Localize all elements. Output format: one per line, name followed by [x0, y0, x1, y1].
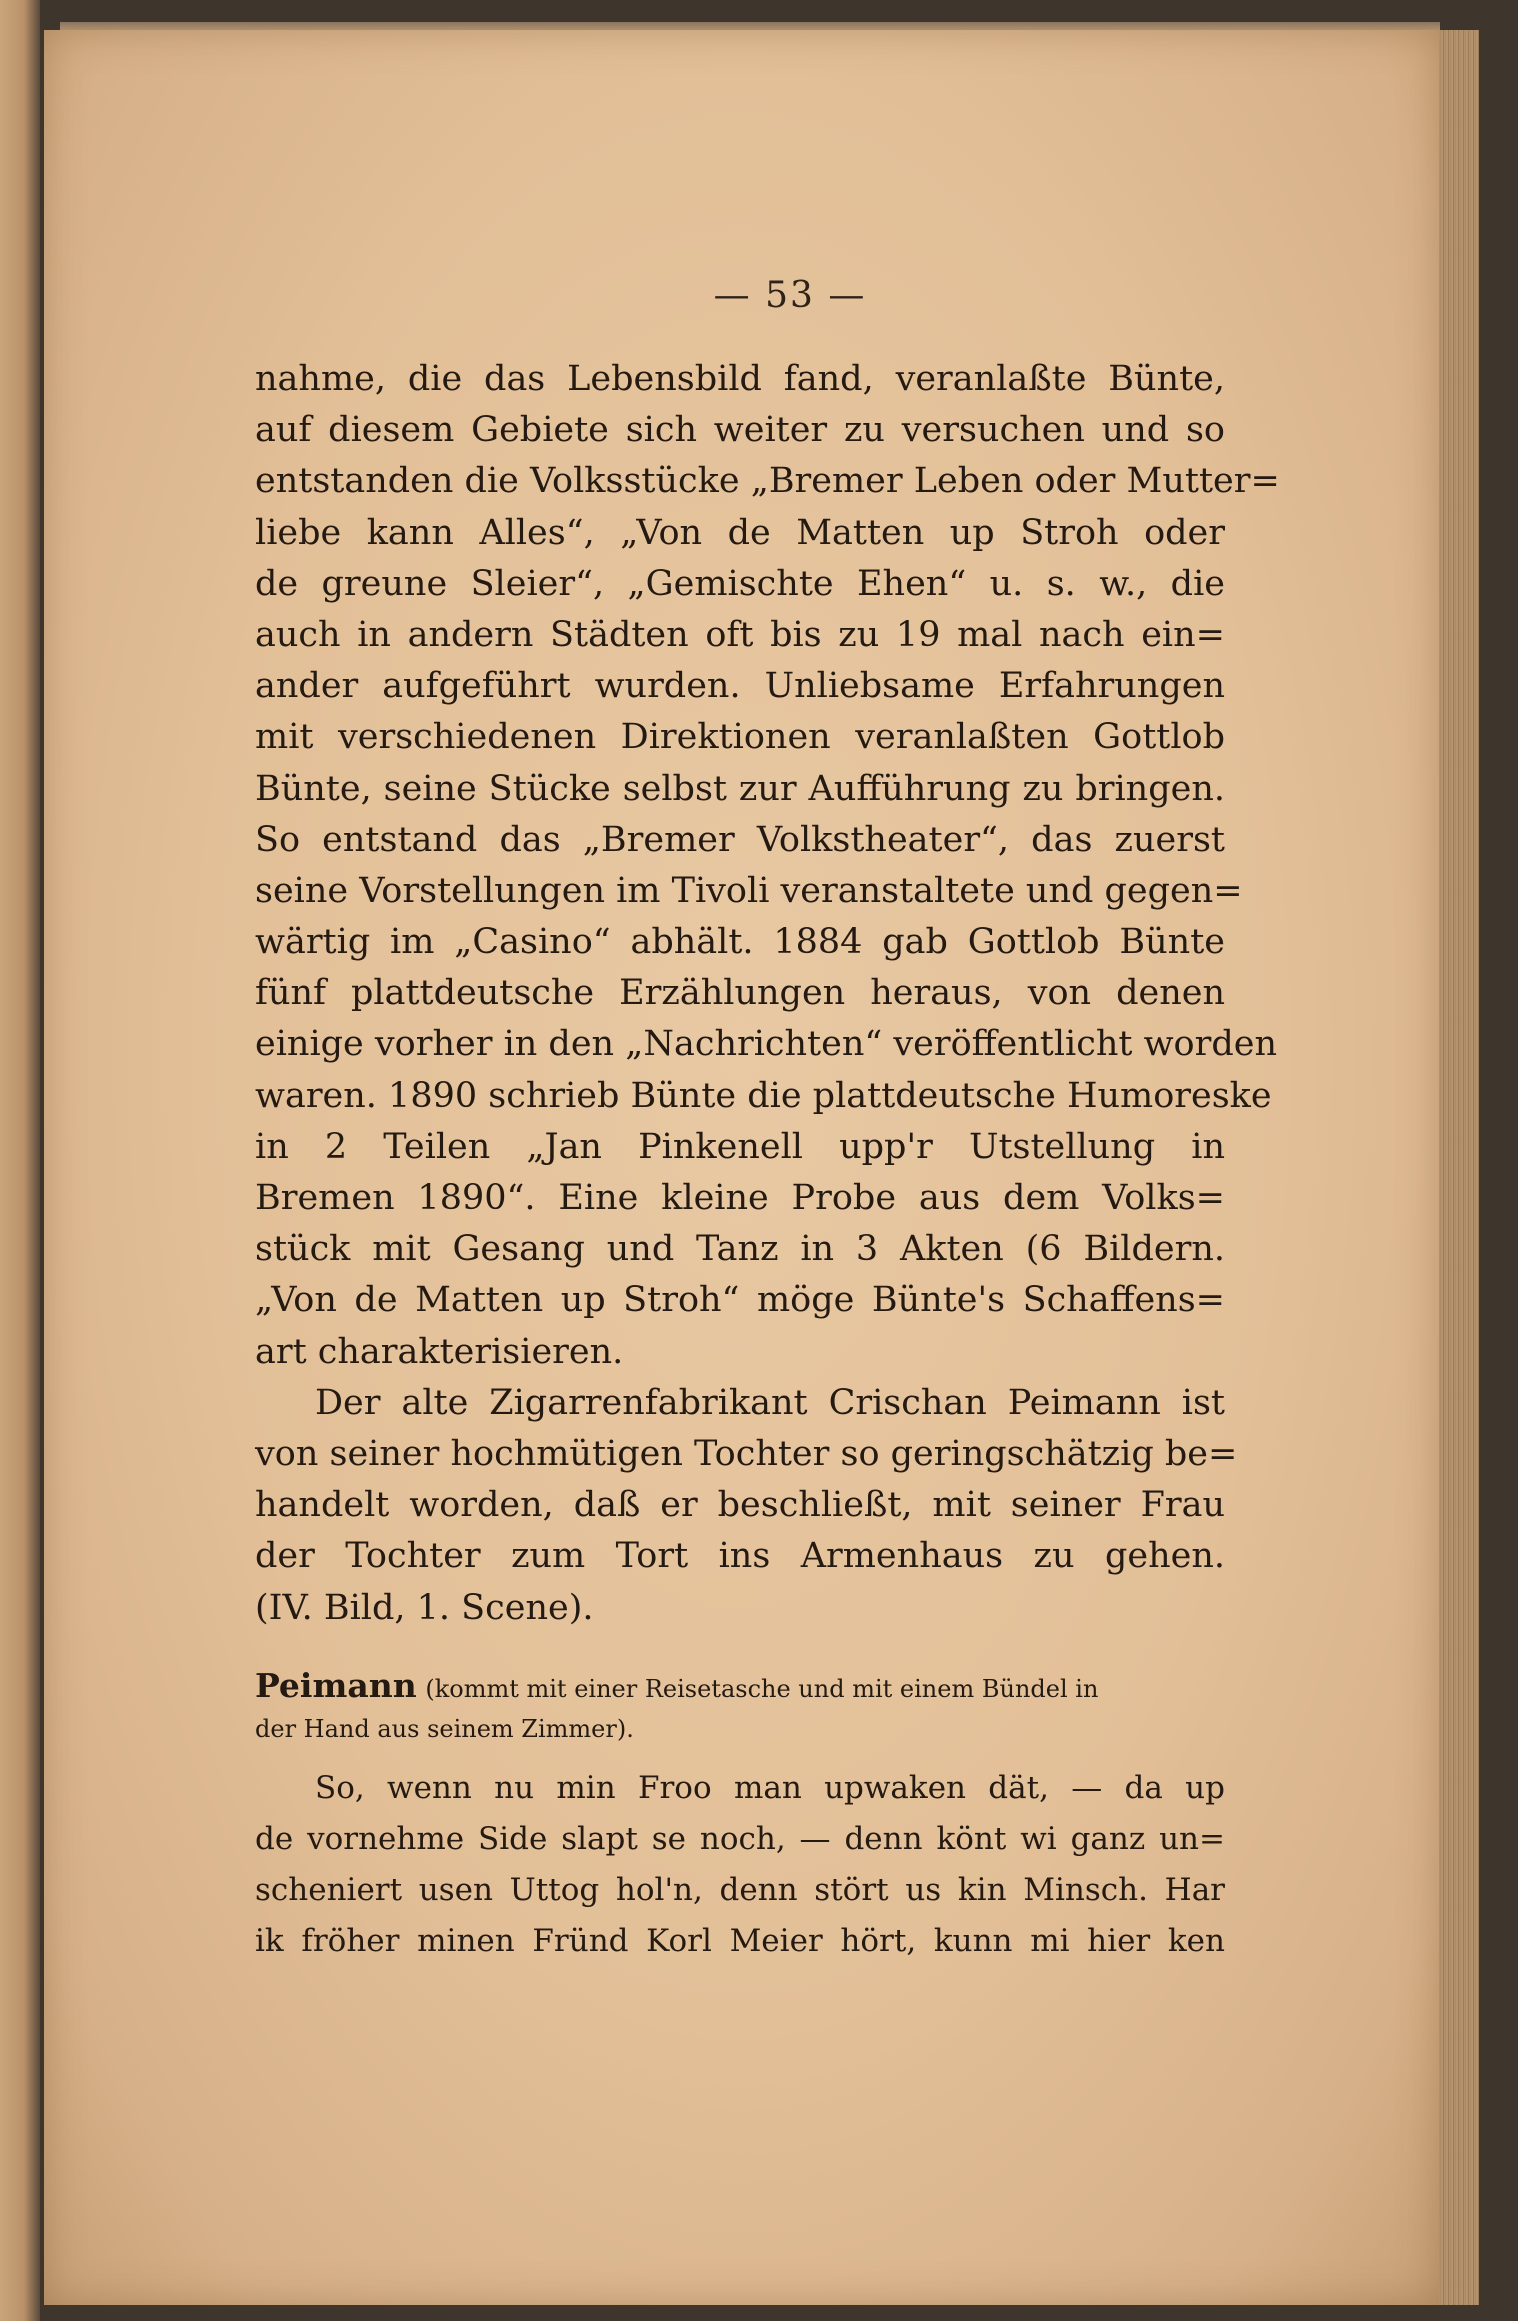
direction-text: der Hand aus seinem Zimmer).: [255, 1714, 634, 1743]
direction-text: (kommt mit einer Reisetasche und mit einem Bündel in: [425, 1674, 1099, 1703]
text-line: von seiner hochmütigen Tochter so geringschätzig be=: [255, 1433, 1238, 1474]
page-edges-right: [1439, 30, 1479, 2305]
text-line: Bremen 1890“. Eine kleine Probe aus dem Volks=: [255, 1178, 1225, 1218]
paragraph-2: [255, 1378, 1238, 1634]
text-line: handelt worden, daß er beschließt, mit seiner Frau: [255, 1485, 1225, 1526]
text-line: So entstand das „Bremer Volkstheater“, das zuerst: [255, 819, 1225, 860]
dialogue-line: de vornehme Side slapt se noch, — denn könt wi ganz un=: [255, 1820, 1225, 1857]
text-line: (IV. Bild, 1. Scene).: [255, 1587, 594, 1628]
text-line: der Tochter zum Tort ins Armenhaus zu gehen.: [255, 1536, 1225, 1577]
text-line: stück mit Gesang und Tanz in 3 Akten (6 Bildern.: [255, 1229, 1225, 1270]
text-line: waren. 1890 schrieb Bünte die plattdeutsche Humoreske: [255, 1075, 1272, 1116]
dialogue-line: scheniert usen Uttog hol'n, denn stört us kin Minsch. Har: [255, 1871, 1225, 1908]
text-line: Der alte Zigarrenfabrikant Crischan Peimann ist: [315, 1382, 1225, 1423]
text-line: mit verschiedenen Direktionen veranlaßten Gottlob: [255, 717, 1225, 758]
paragraph-1: [255, 354, 1280, 1378]
text-line: Bünte, seine Stücke selbst zur Aufführung zu bringen.: [255, 768, 1225, 809]
text-line: liebe kann Alles“, „Von de Matten up Stroh oder: [255, 512, 1225, 553]
text-line: de greune Sleier“, „Gemischte Ehen“ u. s. w., die: [255, 563, 1225, 604]
text-line: in 2 Teilen „Jan Pinkenell upp'r Utstellung in: [255, 1126, 1225, 1167]
dialogue: [255, 1763, 1225, 1967]
text-line: einige vorher in den „Nachrichten“ veröffentlicht worden: [255, 1024, 1278, 1065]
text-line: wärtig im „Casino“ abhält. 1884 gab Gottlob Bünte: [255, 922, 1225, 963]
text-block: [255, 354, 1280, 1967]
text-line: ander aufgeführt wurden. Unliebsame Erfahrungen: [255, 666, 1225, 707]
text-line: fünf plattdeutsche Erzählungen heraus, von denen: [255, 973, 1225, 1014]
text-line: entstanden die Volksstücke „Bremer Leben oder Mutter=: [255, 461, 1280, 502]
page-number: — 53 —: [713, 275, 867, 316]
text-line: auch in andern Städten oft bis zu 19 mal nach ein=: [255, 614, 1225, 655]
text-line: nahme, die das Lebensbild fand, veranlaßte Bünte,: [255, 359, 1225, 399]
speaker-name: Peimann: [255, 1665, 417, 1705]
dialogue-line: So, wenn nu min Froo man upwaken dät, — da up: [315, 1769, 1225, 1806]
text-line: auf diesem Gebiete sich weiter zu versuchen und so: [255, 410, 1225, 451]
text-line: „Von de Matten up Stroh“ möge Bünte's Schaffens=: [255, 1280, 1225, 1321]
dialogue-line: ik fröher minen Fründ Korl Meier hört, kunn mi hier ken: [255, 1922, 1225, 1959]
text-line: art charakterisieren.: [255, 1331, 624, 1372]
stage-direction: [255, 1666, 1225, 1749]
text-line: seine Vorstellungen im Tivoli veranstaltete und gegen=: [255, 870, 1243, 911]
left-page-edge: [0, 0, 40, 2321]
